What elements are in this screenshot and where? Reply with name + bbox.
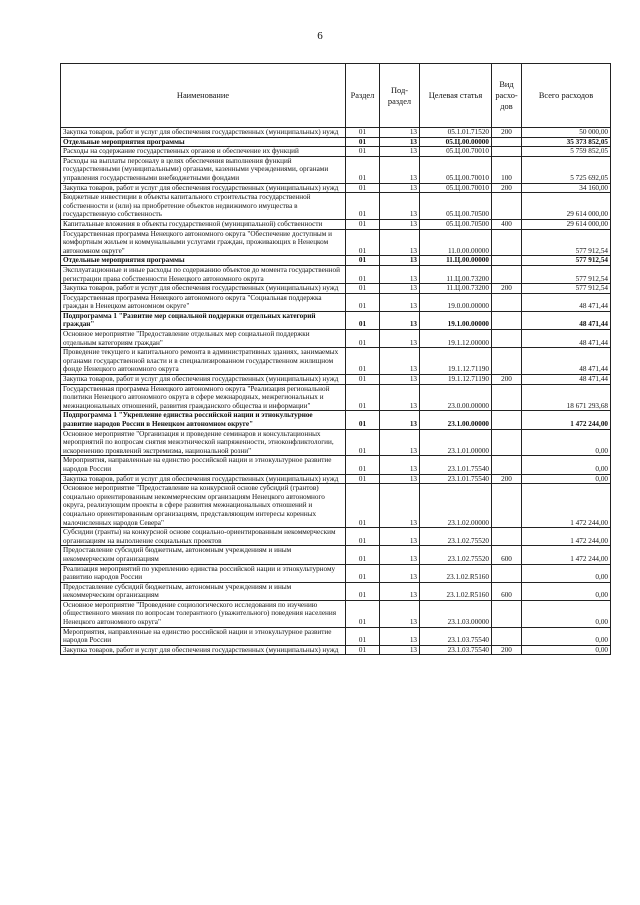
table-row: [61, 456, 611, 474]
cell-name: Бюджетные инвестиции в объекты капитального строительства государственной собственности и (или) на приобретение объектов недвижимого имущества в государственную собственность: [61, 193, 346, 220]
cell-razdel: 01: [346, 193, 380, 220]
table-row: [61, 137, 611, 147]
cell-razdel: 01: [346, 311, 380, 329]
table-row: [61, 147, 611, 157]
cell-name: Предоставление субсидий бюджетным, автономным учреждениям и иным некоммерческим организациям: [61, 546, 346, 564]
cell-total: 48 471,44: [522, 293, 611, 311]
cell-name: Реализация мероприятий по укреплению единства российской нации и этнокультурному развитию народов России: [61, 564, 346, 582]
cell-total: 1 472 244,00: [522, 528, 611, 546]
cell-vid: [492, 627, 522, 645]
cell-podrazdel: 13: [380, 375, 420, 385]
table-row: [61, 375, 611, 385]
cell-name: Основное мероприятие "Предоставление на конкурсной основе субсидий (грантов) социально ориентированным некоммерческим организациям Ненецкого автономного округа, реализующим проекты в сфере развития межнациональных отношений и социально ориентированным организациям, представляющим интересы коренных малочисленных народов Севера": [61, 484, 346, 528]
cell-statya: 23.1.02.00000: [420, 484, 492, 528]
cell-name: Субсидии (гранты) на конкурсной основе социально-ориентированным некоммерческим организациям на выполнение социальных проектов: [61, 528, 346, 546]
cell-razdel: 01: [346, 284, 380, 294]
cell-total: 1 472 244,00: [522, 484, 611, 528]
table-row: [61, 256, 611, 266]
cell-vid: 600: [492, 582, 522, 600]
cell-name: Основное мероприятие "Проведение социологического исследования по изучению общественного мнения по вопросам толерантного (уважительного) поведения населения Ненецкого автономного округа": [61, 600, 346, 627]
table-row: [61, 219, 611, 229]
cell-razdel: 01: [346, 384, 380, 411]
cell-vid: [492, 311, 522, 329]
cell-razdel: 01: [346, 156, 380, 183]
table-row: [61, 183, 611, 193]
cell-total: 0,00: [522, 564, 611, 582]
cell-vid: [492, 229, 522, 256]
cell-total: 48 471,44: [522, 348, 611, 375]
cell-podrazdel: 13: [380, 582, 420, 600]
header-razdel: Раздел: [346, 64, 380, 128]
table-row: [61, 311, 611, 329]
cell-vid: [492, 265, 522, 283]
cell-statya: 11.0.00.00000: [420, 229, 492, 256]
cell-statya: 19.1.12.71190: [420, 375, 492, 385]
table-row: [61, 284, 611, 294]
cell-vid: 600: [492, 546, 522, 564]
cell-podrazdel: 13: [380, 330, 420, 348]
cell-vid: [492, 384, 522, 411]
cell-razdel: 01: [346, 375, 380, 385]
cell-vid: [492, 193, 522, 220]
header-vid: Вид расхо-дов: [492, 64, 522, 128]
cell-vid: 400: [492, 219, 522, 229]
header-podrazdel: Под-раздел: [380, 64, 420, 128]
cell-total: 0,00: [522, 474, 611, 484]
cell-statya: 23.1.03.00000: [420, 600, 492, 627]
cell-razdel: 01: [346, 564, 380, 582]
table-row: [61, 600, 611, 627]
cell-name: Подпрограмма 1 "Развитие мер социальной поддержки отдельных категорий граждан": [61, 311, 346, 329]
cell-vid: [492, 411, 522, 429]
cell-razdel: 01: [346, 256, 380, 266]
table-row: [61, 128, 611, 138]
cell-vid: [492, 456, 522, 474]
page-number: 6: [317, 30, 323, 42]
cell-vid: [492, 293, 522, 311]
cell-vid: 200: [492, 474, 522, 484]
table-header-row: [61, 64, 611, 128]
table-row: [61, 229, 611, 256]
cell-total: 0,00: [522, 456, 611, 474]
cell-podrazdel: 13: [380, 528, 420, 546]
cell-podrazdel: 13: [380, 411, 420, 429]
table-row: [61, 193, 611, 220]
cell-razdel: 01: [346, 627, 380, 645]
table-row: [61, 528, 611, 546]
cell-total: 1 472 244,00: [522, 411, 611, 429]
cell-podrazdel: 13: [380, 183, 420, 193]
cell-statya: 19.0.00.00000: [420, 293, 492, 311]
header-total: Всего расходов: [522, 64, 611, 128]
cell-vid: [492, 528, 522, 546]
cell-statya: 23.1.02.75520: [420, 528, 492, 546]
cell-statya: 11.Ц.00.00000: [420, 256, 492, 266]
cell-name: Расходы на содержание государственных органов и обеспечение их функций: [61, 147, 346, 157]
cell-total: 29 614 000,00: [522, 219, 611, 229]
cell-name: Отдельные мероприятия программы: [61, 137, 346, 147]
cell-razdel: 01: [346, 330, 380, 348]
cell-podrazdel: 13: [380, 546, 420, 564]
cell-total: 0,00: [522, 600, 611, 627]
cell-vid: 200: [492, 375, 522, 385]
cell-statya: 23.1.01.75540: [420, 456, 492, 474]
cell-razdel: 01: [346, 582, 380, 600]
cell-statya: 23.1.03.75540: [420, 627, 492, 645]
cell-razdel: 01: [346, 147, 380, 157]
cell-statya: 11.Ц.00.73200: [420, 284, 492, 294]
cell-razdel: 01: [346, 348, 380, 375]
cell-total: 18 671 293,68: [522, 384, 611, 411]
cell-statya: 23.1.01.75540: [420, 474, 492, 484]
cell-podrazdel: 13: [380, 348, 420, 375]
cell-podrazdel: 13: [380, 128, 420, 138]
cell-statya: 05.Ц.00.70010: [420, 183, 492, 193]
cell-vid: [492, 600, 522, 627]
cell-statya: 23.1.02.75520: [420, 546, 492, 564]
table-row: [61, 546, 611, 564]
cell-razdel: 01: [346, 265, 380, 283]
cell-total: 577 912,54: [522, 284, 611, 294]
cell-vid: [492, 429, 522, 456]
cell-name: Закупка товаров, работ и услуг для обеспечения государственных (муниципальных) нужд: [61, 284, 346, 294]
cell-podrazdel: 13: [380, 265, 420, 283]
cell-podrazdel: 13: [380, 311, 420, 329]
cell-vid: [492, 564, 522, 582]
cell-razdel: 01: [346, 474, 380, 484]
cell-statya: 05.Ц.00.70010: [420, 156, 492, 183]
cell-vid: [492, 137, 522, 147]
cell-podrazdel: 13: [380, 156, 420, 183]
cell-total: 50 000,00: [522, 128, 611, 138]
cell-razdel: 01: [346, 219, 380, 229]
cell-total: 35 373 852,05: [522, 137, 611, 147]
cell-vid: [492, 348, 522, 375]
cell-total: 0,00: [522, 645, 611, 655]
table-row: [61, 293, 611, 311]
table-row: [61, 429, 611, 456]
cell-total: 577 912,54: [522, 229, 611, 256]
cell-total: 48 471,44: [522, 375, 611, 385]
cell-total: 1 472 244,00: [522, 546, 611, 564]
cell-statya: 23.1.01.00000: [420, 429, 492, 456]
cell-statya: 19.1.12.71190: [420, 348, 492, 375]
table-row: [61, 627, 611, 645]
table-row: [61, 582, 611, 600]
table-row: [61, 156, 611, 183]
cell-podrazdel: 13: [380, 256, 420, 266]
cell-total: 0,00: [522, 582, 611, 600]
cell-vid: 100: [492, 156, 522, 183]
table-row: [61, 348, 611, 375]
cell-razdel: 01: [346, 429, 380, 456]
cell-name: Закупка товаров, работ и услуг для обеспечения государственных (муниципальных) нужд: [61, 474, 346, 484]
cell-podrazdel: 13: [380, 384, 420, 411]
table-row: [61, 265, 611, 283]
cell-razdel: 01: [346, 645, 380, 655]
cell-razdel: 01: [346, 229, 380, 256]
table-row: [61, 645, 611, 655]
cell-total: 5 759 852,05: [522, 147, 611, 157]
cell-vid: [492, 256, 522, 266]
cell-razdel: 01: [346, 456, 380, 474]
cell-statya: 23.1.00.00000: [420, 411, 492, 429]
cell-podrazdel: 13: [380, 193, 420, 220]
cell-total: 34 160,00: [522, 183, 611, 193]
table-row: [61, 564, 611, 582]
cell-razdel: 01: [346, 484, 380, 528]
cell-statya: 05.Ц.00.70010: [420, 147, 492, 157]
cell-podrazdel: 13: [380, 484, 420, 528]
table-row: [61, 330, 611, 348]
cell-total: 577 912,54: [522, 256, 611, 266]
table-row: [61, 384, 611, 411]
cell-razdel: 01: [346, 600, 380, 627]
cell-statya: 23.0.00.00000: [420, 384, 492, 411]
cell-name: Расходы на выплаты персоналу в целях обеспечения выполнения функций государственными (муниципальными) органами, казенными учреждениями, органами управления государственными внебюджетными фондами: [61, 156, 346, 183]
cell-total: 0,00: [522, 627, 611, 645]
cell-statya: 05.Ц.00.00000: [420, 137, 492, 147]
cell-name: Подпрограмма 1 "Укрепление единства российской нации и этнокультурное развитие народов России в Ненецком автономном округе": [61, 411, 346, 429]
cell-podrazdel: 13: [380, 645, 420, 655]
cell-name: Проведение текущего и капитального ремонта в административных зданиях, занимаемых органами государственной власти и в специализированном государственном жилищном фонде Ненецкого автономного округа: [61, 348, 346, 375]
cell-statya: 05.1.01.71520: [420, 128, 492, 138]
header-name: Наименование: [61, 64, 346, 128]
cell-vid: [492, 484, 522, 528]
cell-total: 5 725 692,05: [522, 156, 611, 183]
cell-statya: 23.1.02.R5160: [420, 582, 492, 600]
cell-name: Основное мероприятие "Организация и проведение семинаров и консультационных мероприятий по вопросам снятия межэтнической напряженности, этноконфликтологии, искоренению проявлений экстремизма, национальной розни": [61, 429, 346, 456]
cell-vid: [492, 147, 522, 157]
cell-statya: 11.Ц.00.73200: [420, 265, 492, 283]
cell-podrazdel: 13: [380, 600, 420, 627]
cell-podrazdel: 13: [380, 219, 420, 229]
cell-razdel: 01: [346, 183, 380, 193]
cell-razdel: 01: [346, 293, 380, 311]
cell-podrazdel: 13: [380, 474, 420, 484]
cell-name: Основное мероприятие "Предоставление отдельных мер социальной поддержки отдельным категориям граждан": [61, 330, 346, 348]
cell-podrazdel: 13: [380, 627, 420, 645]
cell-razdel: 01: [346, 546, 380, 564]
header-statya: Целевая статья: [420, 64, 492, 128]
cell-podrazdel: 13: [380, 293, 420, 311]
cell-vid: 200: [492, 183, 522, 193]
cell-podrazdel: 13: [380, 229, 420, 256]
cell-razdel: 01: [346, 528, 380, 546]
cell-name: Государственная программа Ненецкого автономного округа "Обеспечение доступным и комфортным жильем и коммунальными услугами граждан, проживающих в Ненецком автономном округе": [61, 229, 346, 256]
budget-table: [60, 63, 611, 655]
cell-vid: 200: [492, 284, 522, 294]
cell-name: Отдельные мероприятия программы: [61, 256, 346, 266]
cell-name: Закупка товаров, работ и услуг для обеспечения государственных (муниципальных) нужд: [61, 183, 346, 193]
table-row: [61, 411, 611, 429]
cell-vid: 200: [492, 645, 522, 655]
cell-statya: 19.1.12.00000: [420, 330, 492, 348]
cell-name: Мероприятия, направленные на единство российской нации и этнокультурное развитие народов России: [61, 627, 346, 645]
cell-name: Закупка товаров, работ и услуг для обеспечения государственных (муниципальных) нужд: [61, 128, 346, 138]
cell-vid: [492, 330, 522, 348]
cell-total: 48 471,44: [522, 330, 611, 348]
cell-podrazdel: 13: [380, 137, 420, 147]
cell-name: Эксплуатационные и иные расходы по содержанию объектов до момента государственной регистрации права собственности Ненецкого автономного округа: [61, 265, 346, 283]
cell-name: Государственная программа Ненецкого автономного округа "Социальная поддержка граждан в Ненецком автономном округе": [61, 293, 346, 311]
table-row: [61, 474, 611, 484]
cell-podrazdel: 13: [380, 147, 420, 157]
cell-razdel: 01: [346, 137, 380, 147]
cell-podrazdel: 13: [380, 284, 420, 294]
cell-name: Предоставление субсидий бюджетным, автономным учреждениям и иным некоммерческим организациям: [61, 582, 346, 600]
table-row: [61, 484, 611, 528]
cell-name: Закупка товаров, работ и услуг для обеспечения государственных (муниципальных) нужд: [61, 375, 346, 385]
cell-name: Мероприятия, направленные на единство российской нации и этнокультурное развитие народов России: [61, 456, 346, 474]
cell-podrazdel: 13: [380, 429, 420, 456]
cell-name: Закупка товаров, работ и услуг для обеспечения государственных (муниципальных) нужд: [61, 645, 346, 655]
cell-statya: 05.Ц.00.70500: [420, 219, 492, 229]
cell-total: 29 614 000,00: [522, 193, 611, 220]
cell-statya: 19.1.00.00000: [420, 311, 492, 329]
cell-vid: 200: [492, 128, 522, 138]
cell-total: 48 471,44: [522, 311, 611, 329]
cell-razdel: 01: [346, 411, 380, 429]
cell-statya: 05.Ц.00.70500: [420, 193, 492, 220]
cell-razdel: 01: [346, 128, 380, 138]
cell-statya: 23.1.03.75540: [420, 645, 492, 655]
cell-name: Государственная программа Ненецкого автономного округа "Реализация региональной политики Ненецкого автономного округа в сфере межнародных, межрегиональных и межнациональных отношений, развития гражданского общества и информации": [61, 384, 346, 411]
cell-name: Капитальные вложения в объекты государственной (муниципальной) собственности: [61, 219, 346, 229]
cell-podrazdel: 13: [380, 456, 420, 474]
cell-total: 577 912,54: [522, 265, 611, 283]
cell-podrazdel: 13: [380, 564, 420, 582]
cell-total: 0,00: [522, 429, 611, 456]
cell-statya: 23.1.02.R5160: [420, 564, 492, 582]
